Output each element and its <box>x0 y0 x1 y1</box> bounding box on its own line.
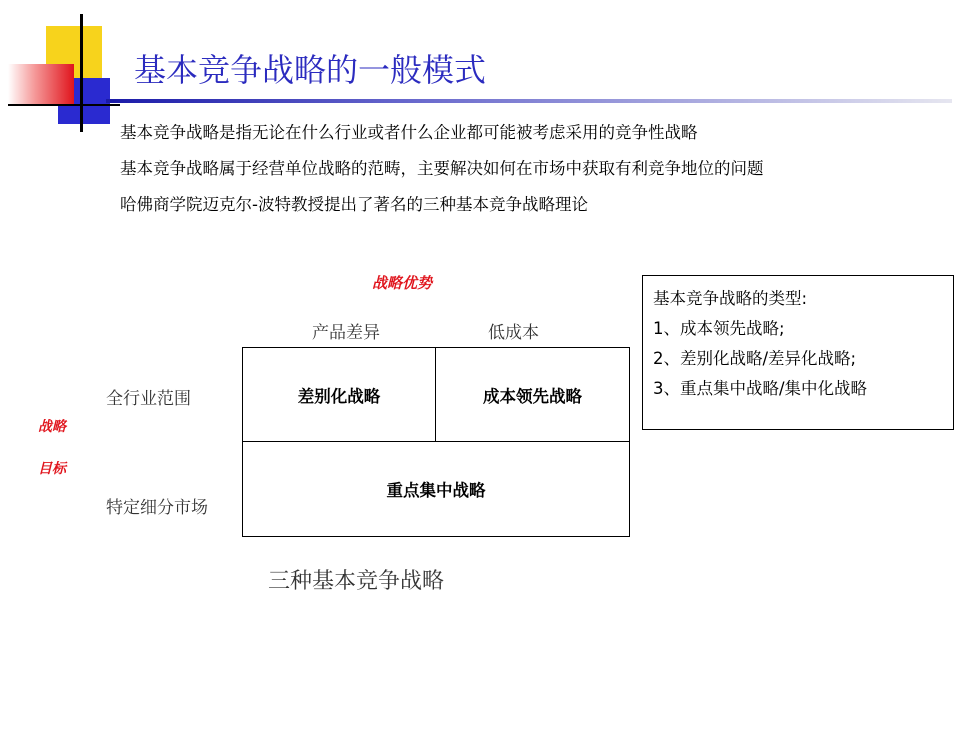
strategy-types-box <box>642 275 954 430</box>
logo-horizontal-line <box>8 104 120 106</box>
title-underline <box>106 99 952 103</box>
bullet-item-3: 哈佛商学院迈克尔-波特教授提出了著名的三种基本竞争战略理论 <box>120 195 588 214</box>
cell-cost-leadership: 成本领先战略 <box>436 348 629 442</box>
row-label-segment: 特定细分市场 <box>106 498 208 518</box>
bullet-item-2: 基本竞争战略属于经营单位战略的范畴，主要解决如何在市场中获取有利竞争地位的问题 <box>120 159 764 178</box>
slide-title: 基本竞争战略的一般模式 <box>134 51 487 89</box>
strategy-matrix <box>242 347 630 537</box>
cell-focus: 重点集中战略 <box>386 481 486 500</box>
types-item-3: 3、重点集中战略/集中化战略 <box>653 379 868 398</box>
strategic-advantage-label: 战略优势 <box>372 274 433 292</box>
strategic-target-label-top: 战略 <box>38 419 66 435</box>
col-label-low-cost: 低成本 <box>488 323 539 343</box>
col-label-differentiation: 产品差异 <box>312 323 380 343</box>
logo-vertical-line <box>80 14 83 132</box>
bullet-item-1: 基本竞争战略是指无论在什么行业或者什么企业都可能被考虑采用的竞争性战略 <box>120 123 698 142</box>
cell-differentiation: 差别化战略 <box>243 348 436 442</box>
types-item-2: 2、差别化战略/差异化战略; <box>653 349 857 368</box>
logo-red-bar <box>8 64 74 104</box>
bullet-list <box>120 121 900 229</box>
types-heading: 基本竞争战略的类型: <box>653 289 808 308</box>
strategic-target-label-bottom: 目标 <box>38 461 66 477</box>
row-label-industry-wide: 全行业范围 <box>106 389 191 409</box>
types-item-1: 1、成本领先战略; <box>653 319 785 338</box>
matrix-caption: 三种基本竞争战略 <box>268 569 445 594</box>
